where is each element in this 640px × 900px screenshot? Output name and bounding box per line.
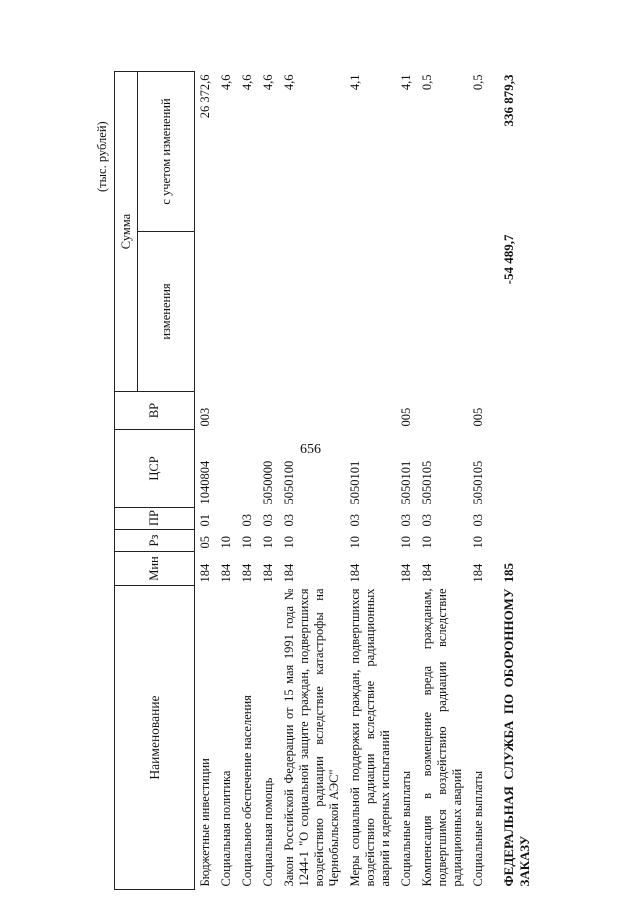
cell-pr: 03	[261, 514, 275, 527]
cell-change	[345, 232, 396, 392]
cell-with-changes: 26 372,6	[198, 74, 212, 119]
table-row	[345, 72, 396, 890]
cell-name: Бюджетные инвестиции	[198, 758, 212, 887]
cell-pr: 03	[240, 514, 254, 527]
cell-change	[258, 232, 279, 392]
cell-csr	[489, 430, 535, 508]
table-row	[258, 72, 279, 890]
cell-rz	[489, 530, 535, 552]
department-name: ФЕДЕРАЛЬНАЯ СЛУЖБА ПО ОБОРОННОМУ ЗАКАЗУ	[501, 588, 532, 887]
cell-min: 184	[399, 563, 413, 583]
cell-with-changes: 4,1	[348, 74, 362, 91]
cell-vr	[258, 392, 279, 430]
cell-pr: 03	[399, 514, 413, 527]
table-row	[195, 72, 217, 890]
col-header-sum: Сумма	[115, 72, 138, 392]
cell-vr	[489, 392, 535, 430]
table-header	[115, 72, 195, 890]
cell-pr: 03	[420, 514, 434, 527]
cell-vr: 003	[198, 407, 212, 427]
table-row	[396, 72, 417, 890]
cell-csr	[237, 430, 258, 508]
budget-table	[114, 71, 535, 890]
cell-csr: 5050101	[348, 460, 362, 505]
cell-pr: 03	[471, 514, 485, 527]
department-change: -54 489,7	[501, 234, 516, 285]
cell-name: Меры социальной поддержки граждан, подвергшихся воздействию радиации вследствие радиационных аварий и ядерных испытаний	[348, 588, 392, 887]
unit-label: (тыс. рублей)	[95, 121, 109, 192]
table-row	[216, 72, 237, 890]
cell-vr	[237, 392, 258, 430]
cell-rz: 10	[261, 536, 275, 549]
cell-name: Закон Российской Федерации от 15 мая 1991 года № 1244-1 "О социальной защите граждан, подвергшихся воздействию радиации вследствие катастрофы на Чернобыльской АЭС"	[282, 588, 341, 887]
cell-with-changes: 4,6	[261, 74, 275, 91]
table-row	[279, 72, 345, 890]
col-header-with-changes: с учетом изменений	[138, 72, 195, 232]
cell-min: 184	[240, 563, 254, 583]
department-min: 185	[501, 563, 516, 583]
cell-with-changes: 4,1	[399, 74, 413, 91]
cell-min: 184	[261, 563, 275, 583]
cell-pr	[489, 508, 535, 530]
table-row	[468, 72, 489, 890]
cell-csr: 5050100	[282, 460, 296, 505]
cell-min: 184	[219, 563, 233, 583]
cell-min: 184	[420, 563, 434, 583]
cell-rz: 05	[198, 536, 212, 549]
cell-with-changes: 4,6	[282, 74, 296, 91]
col-header-change: изменения	[138, 232, 195, 392]
cell-change	[417, 232, 468, 392]
cell-change	[216, 232, 237, 392]
cell-vr	[345, 392, 396, 430]
cell-rz: 10	[219, 536, 233, 549]
table-row	[237, 72, 258, 890]
cell-name: Социальные выплаты	[399, 770, 413, 887]
page-number: 656	[300, 442, 321, 457]
cell-change	[468, 232, 489, 392]
cell-pr: 01	[198, 514, 212, 527]
cell-change	[237, 232, 258, 392]
col-header-min: Мин	[115, 552, 195, 586]
table-row	[417, 72, 468, 890]
col-header-rz: Рз	[115, 530, 195, 552]
cell-pr	[216, 508, 237, 530]
cell-min: 184	[471, 563, 485, 583]
cell-with-changes: 0,5	[420, 74, 434, 91]
cell-csr: 5050105	[471, 460, 485, 505]
cell-vr: 005	[399, 407, 413, 427]
cell-rz: 10	[471, 536, 485, 549]
cell-vr	[216, 392, 237, 430]
col-header-vr: ВР	[115, 392, 195, 430]
cell-rz: 10	[282, 536, 296, 549]
cell-name: Социальная помощь	[261, 777, 275, 887]
cell-change	[195, 232, 217, 392]
cell-rz: 10	[240, 536, 254, 549]
cell-vr	[279, 392, 345, 430]
cell-min: 184	[282, 563, 296, 583]
cell-name: Социальная политика	[219, 770, 233, 887]
cell-name: Социальное обеспечение населения	[240, 695, 254, 887]
col-header-csr: ЦСР	[115, 430, 195, 508]
cell-name: Компенсация в возмещение вреда гражданам, подвергшимся воздействию радиации вследствие радиационных аварий	[420, 588, 464, 887]
cell-rz: 10	[420, 536, 434, 549]
cell-min: 184	[348, 563, 362, 583]
cell-with-changes: 4,6	[219, 74, 233, 91]
cell-csr: 5050000	[261, 460, 275, 505]
cell-csr: 5050101	[399, 460, 413, 505]
cell-name: Социальные выплаты	[471, 770, 485, 887]
cell-change	[396, 232, 417, 392]
cell-pr: 03	[282, 514, 296, 527]
cell-csr: 1040804	[198, 460, 212, 505]
cell-rz: 10	[348, 536, 362, 549]
department-with-changes: 336 879,3	[501, 74, 516, 127]
department-row	[489, 72, 535, 890]
col-header-name: Наименование	[115, 586, 195, 890]
cell-csr	[216, 430, 237, 508]
cell-csr: 5050105	[420, 460, 434, 505]
col-header-pr: ПР	[115, 508, 195, 530]
budget-table-page	[93, 30, 593, 890]
cell-rz: 10	[399, 536, 413, 549]
cell-vr: 005	[471, 407, 485, 427]
cell-pr: 03	[348, 514, 362, 527]
cell-with-changes: 0,5	[471, 74, 485, 91]
cell-change	[279, 232, 345, 392]
cell-vr	[417, 392, 468, 430]
cell-min: 184	[198, 563, 212, 583]
table-body	[195, 72, 536, 890]
cell-with-changes: 4,6	[240, 74, 254, 91]
